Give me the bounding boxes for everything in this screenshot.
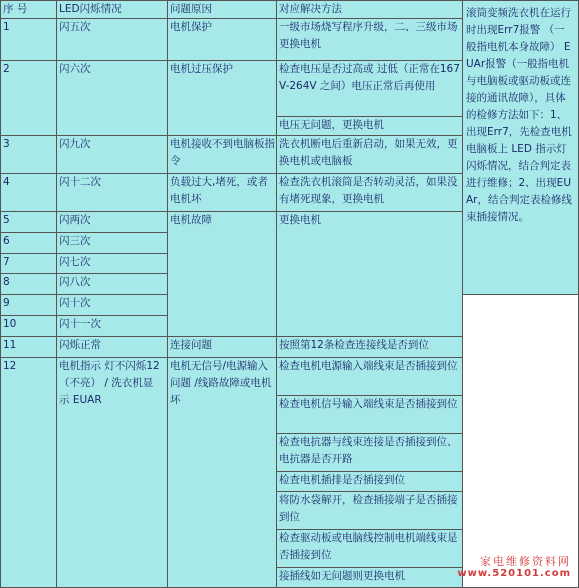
row-seq: 2 [1,61,57,136]
blank-column-area [463,295,579,588]
watermark-url: www.520101.com [457,568,571,579]
row-seq: 8 [1,274,57,295]
row-solution: 检查洗衣机滚筒是否转动灵活，如果没有堵死现象，更换电机 [277,174,463,212]
row-led: 电机指示 灯不闪烁12 （不亮） / 洗衣机显 示 EUAR [57,358,168,588]
row-cause: 电机无信号/电源输入问题 /线路故障或电机 坏 [168,358,277,588]
row-solution: 一级市场烧写程序升级，二、三级市场更换电机 [277,19,463,61]
header-solution: 对应解决方法 [277,1,463,19]
header-seq: 序 号 [1,1,57,19]
row-solution: 将防水袋解开，检查插接端子是否插接到位 [277,492,463,530]
watermark [457,556,571,580]
row-led: 闪十一次 [57,316,168,337]
row-cause: 电机故障 [168,212,277,337]
row-solution: 电压无问题，更换电机 [277,117,463,136]
row-led: 闪五次 [57,19,168,61]
row-led: 闪九次 [57,136,168,174]
row-cause: 负载过大,堵死，或者电机坏 [168,174,277,212]
row-seq: 4 [1,174,57,212]
row-led: 闪十次 [57,295,168,316]
row-seq: 1 [1,19,57,61]
row-seq: 6 [1,233,57,254]
row-solution: 洗衣机断电后重新启动，如果无效，更换电机或电脑板 [277,136,463,174]
header-cause: 问题原因 [168,1,277,19]
row-led: 闪两次 [57,212,168,233]
row-solution: 检查电机插排是否插接到位 [277,472,463,492]
row-seq: 11 [1,337,57,358]
row-seq: 10 [1,316,57,337]
repair-note: 滚筒变频洗衣机在运行时出现Err7报警 （一般指电机本身故障） EUAr报警（一般指电机与电脑板或驱动板或连接的通讯故障），具体的检修方法如下：1、出现Err7，先检查电机电脑板上 LED 指示灯闪烁情况，结合判定表进行维修；2、出现EUAr，结合判定表检修线束插接情况。 [463,1,579,295]
row-solution: 按照第12条检查连接线是否到位 [277,337,463,358]
row-cause: 电机保护 [168,19,277,61]
row-seq: 12 [1,358,57,588]
row-solution: 检查电压是否过高或 过低（正常在167V-264V 之间）电压正常后再使用 [277,61,463,117]
row-solution: 检查电机电源输入端线束是否插接到位 [277,358,463,396]
row-seq: 9 [1,295,57,316]
row-led: 闪七次 [57,254,168,274]
row-seq: 5 [1,212,57,233]
header-row [1,1,579,19]
row-led: 闪六次 [57,61,168,136]
row-seq: 3 [1,136,57,174]
header-led: LED闪烁情况 [57,1,168,19]
row-seq: 7 [1,254,57,274]
row-solution: 更换电机 [277,212,463,337]
row-led: 闪八次 [57,274,168,295]
row-led: 闪三次 [57,233,168,254]
row-solution: 检查电机信号输入端线束是否插接到位 [277,396,463,434]
row-solution: 接插线如无问题则更换电机 [277,568,463,588]
watermark-title: 家电维修资料网 [480,555,571,568]
row-led: 闪烁正常 [57,337,168,358]
row-cause: 电机接收不到电脑板指令 [168,136,277,174]
row-solution: 检查驱动板或电脑线控制电机端线束是否插接到位 [277,530,463,568]
row-cause: 电机过压保护 [168,61,277,136]
row-cause: 连接问题 [168,337,277,358]
row-solution: 检查电抗器与线束连接是否插接到位、电抗器是否开路 [277,434,463,472]
row-led: 闪十二次 [57,174,168,212]
